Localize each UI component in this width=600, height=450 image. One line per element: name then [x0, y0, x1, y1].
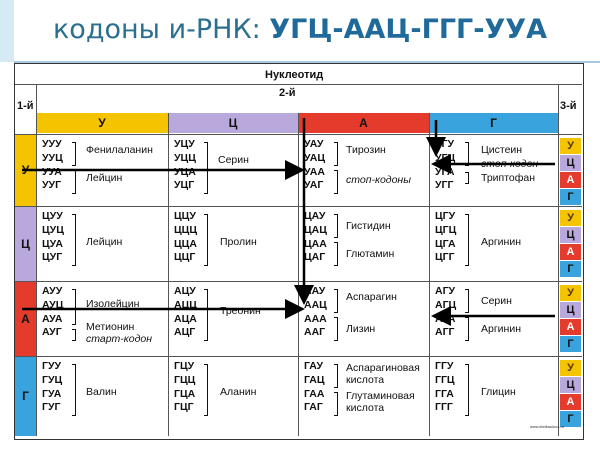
- codon-group: [42, 138, 63, 193]
- codon-brace: [334, 170, 338, 194]
- codon-aac: ААЦ: [304, 298, 327, 311]
- amino-acid-label: Гистидин: [346, 220, 391, 232]
- codon-brace: [72, 214, 76, 266]
- codon-ggc: ГГЦ: [435, 373, 455, 386]
- third-base-g-label: Г: [560, 336, 581, 353]
- codon-brace: [204, 214, 208, 266]
- codon-cug: ЦУГ: [42, 251, 63, 264]
- codon-group: [435, 210, 456, 265]
- third-base-c-label: Ц: [560, 302, 581, 319]
- codon-brace: [465, 214, 469, 266]
- amino-acid-label: Валин: [86, 386, 117, 398]
- codon-cga: ЦГА: [435, 237, 456, 250]
- column-divider: [168, 113, 169, 436]
- codon-group: [304, 285, 327, 340]
- codon-auc: АУЦ: [42, 298, 64, 311]
- codon-cgu: ЦГУ: [435, 210, 456, 222]
- codon-group: [435, 138, 455, 193]
- codon-brace: [334, 317, 338, 341]
- codon-group: [174, 360, 195, 415]
- codon-gaa: ГАА: [304, 387, 325, 400]
- amino-acid-label: Аргинин: [481, 323, 522, 335]
- codon-brace: [72, 142, 76, 166]
- amino-acid-label: Аланин: [220, 386, 257, 398]
- codon-gug: ГУГ: [42, 401, 61, 414]
- codon-uuc: УУЦ: [42, 151, 63, 164]
- header-divider: [15, 84, 582, 85]
- amino-acid-label: Фенилаланин: [86, 144, 153, 156]
- codon-gcc: ГЦЦ: [174, 373, 196, 386]
- codon-cca: ЦЦА: [174, 237, 197, 250]
- third-base-u-label: У: [560, 210, 581, 227]
- column-divider: [558, 113, 559, 436]
- codon-uug: УУГ: [42, 179, 62, 192]
- codon-brace: [72, 170, 76, 194]
- codon-brace: [72, 329, 76, 341]
- codon-auu: АУУ: [42, 285, 63, 297]
- amino-acid-label: Лизин: [346, 323, 376, 335]
- third-base-u-label: У: [560, 360, 581, 377]
- third-base-c-label: Ц: [560, 155, 581, 172]
- codon-brace: [334, 242, 338, 266]
- codon-cac: ЦАЦ: [304, 223, 327, 236]
- amino-acid-label: Лейцин: [86, 236, 123, 248]
- codon-brace: [72, 289, 76, 325]
- first-base-u-label: У: [15, 134, 36, 206]
- amino-acid-label: стоп-кодон: [481, 158, 539, 170]
- codon-ggu: ГГУ: [435, 360, 454, 372]
- codon-ggg: ГГГ: [435, 401, 453, 414]
- codon-cuu: ЦУУ: [42, 210, 63, 222]
- codon-gga: ГГА: [435, 387, 454, 400]
- codon-gca: ГЦА: [174, 387, 196, 400]
- third-base-g-label: Г: [560, 411, 581, 428]
- third-base-a-label: А: [560, 394, 581, 411]
- codon-group: [174, 285, 197, 340]
- first-position-header: 1-й: [17, 100, 34, 112]
- codon-agu: АГУ: [435, 285, 456, 297]
- codon-gag: ГАГ: [304, 401, 323, 414]
- page-title: [0, 14, 600, 45]
- second-base-c-header: Ц: [168, 113, 298, 133]
- codon-brace: [465, 317, 469, 341]
- codon-guu: ГУУ: [42, 360, 62, 372]
- codon-uuu: УУУ: [42, 138, 62, 150]
- amino-acid-label: Пролин: [220, 236, 257, 248]
- column-divider: [36, 113, 37, 436]
- codon-gac: ГАЦ: [304, 373, 325, 386]
- codon-cuc: ЦУЦ: [42, 223, 64, 236]
- codon-group: [435, 285, 456, 340]
- codon-brace: [204, 142, 208, 194]
- third-base-u-label: У: [560, 138, 581, 155]
- third-base-g-label: Г: [560, 261, 581, 278]
- codon-ccg: ЦЦГ: [174, 251, 196, 264]
- codon-cgg: ЦГГ: [435, 251, 455, 264]
- amino-acid-label: Цистеин: [481, 144, 523, 156]
- codon-uaa: УАА: [304, 165, 325, 178]
- codon-aga: АГА: [435, 312, 456, 325]
- codon-group: [304, 210, 327, 265]
- nucleotide-header: Нуклеотид: [265, 69, 324, 81]
- amino-acid-label: Аспарагин: [346, 291, 397, 303]
- amino-acid-label: Метионин: [86, 321, 135, 333]
- codon-brace: [465, 364, 469, 416]
- codon-cau: ЦАУ: [304, 210, 326, 222]
- codon-uga: УГА: [435, 165, 455, 178]
- codon-group: [42, 285, 63, 340]
- amino-acid-label: Тирозин: [346, 144, 386, 156]
- codon-gua: ГУА: [42, 387, 62, 400]
- codon-acc: АЦЦ: [174, 298, 197, 311]
- codon-brace: [204, 289, 208, 341]
- amino-acid-label: Серин: [481, 295, 512, 307]
- codon-brace: [334, 142, 338, 166]
- amino-acid-label: кислота: [346, 374, 385, 386]
- amino-acid-label: Глютамин: [346, 248, 395, 260]
- codon-aca: АЦА: [174, 312, 197, 325]
- third-base-c-label: Ц: [560, 227, 581, 244]
- codon-cag: ЦАГ: [304, 251, 326, 264]
- third-base-a-label: А: [560, 244, 581, 261]
- codon-aua: АУА: [42, 312, 63, 325]
- codon-cua: ЦУА: [42, 237, 63, 250]
- first-base-c-label: Ц: [15, 206, 36, 281]
- codon-ugg: УГГ: [435, 179, 454, 192]
- codon-uac: УАЦ: [304, 151, 325, 164]
- codon-aau: ААУ: [304, 285, 326, 297]
- credit-text: www.kletkaslovo.ru: [530, 424, 565, 429]
- codon-group: [42, 210, 64, 265]
- third-header-divider: [558, 84, 559, 113]
- codon-agg: АГГ: [435, 326, 455, 339]
- codon-ucc: УЦЦ: [174, 151, 196, 164]
- codon-group: [304, 360, 325, 415]
- codon-aug: АУГ: [42, 326, 62, 339]
- codon-uca: УЦА: [174, 165, 196, 178]
- codon-uau: УАУ: [304, 138, 324, 150]
- amino-acid-label: кислота: [346, 402, 385, 414]
- codon-brace: [334, 214, 338, 238]
- second-base-g-header: Г: [429, 113, 558, 133]
- codon-ugc: УГЦ: [435, 151, 456, 164]
- codon-acu: АЦУ: [174, 285, 196, 297]
- title-prefix: кодоны и-РНК:: [53, 14, 270, 45]
- third-base-a-label: А: [560, 319, 581, 336]
- amino-acid-label: стоп-кодоны: [346, 174, 411, 186]
- third-base-a-label: А: [560, 172, 581, 189]
- codon-cgc: ЦГЦ: [435, 223, 457, 236]
- codon-agc: АГЦ: [435, 298, 457, 311]
- title-sequence: УГЦ-ААЦ-ГГГ-УУА: [269, 14, 547, 45]
- third-base-g-label: Г: [560, 189, 581, 206]
- codon-uua: УУА: [42, 165, 62, 178]
- second-position-header: 2-й: [279, 87, 296, 99]
- codon-brace: [72, 364, 76, 416]
- amino-acid-label: Глутаминовая: [346, 390, 415, 402]
- amino-acid-label: Триптофан: [481, 172, 536, 184]
- codon-brace: [465, 172, 469, 184]
- amino-acid-label: Серин: [218, 154, 249, 166]
- amino-acid-label: Лейцин: [86, 172, 123, 184]
- codon-aaa: ААА: [304, 312, 327, 325]
- codon-gcg: ГЦГ: [174, 401, 194, 414]
- codon-group: [435, 360, 455, 415]
- column-divider: [429, 113, 430, 436]
- codon-group: [304, 138, 325, 193]
- codon-uag: УАГ: [304, 179, 324, 192]
- third-base-c-label: Ц: [560, 377, 581, 394]
- codon-ucg: УЦГ: [174, 179, 195, 192]
- third-position-header: 3-й: [560, 100, 577, 112]
- codon-brace: [334, 364, 338, 388]
- second-base-a-header: А: [298, 113, 429, 133]
- third-base-u-label: У: [560, 285, 581, 302]
- codon-caa: ЦАА: [304, 237, 327, 250]
- codon-ccc: ЦЦЦ: [174, 223, 198, 236]
- codon-group: [42, 360, 62, 415]
- codon-ucu: УЦУ: [174, 138, 195, 150]
- codon-brace: [465, 142, 469, 166]
- codon-ugu: УГУ: [435, 138, 455, 150]
- codon-acg: АЦГ: [174, 326, 196, 339]
- amino-acid-label: Аспарагиновая: [346, 362, 420, 374]
- codon-brace: [465, 289, 469, 313]
- amino-acid-label: Треонин: [220, 305, 261, 317]
- first-base-g-label: Г: [15, 356, 36, 436]
- amino-acid-label: Изолейцин: [86, 298, 140, 310]
- amino-acid-label: старт-кодон: [86, 333, 153, 345]
- codon-brace: [334, 392, 338, 416]
- codon-table: [14, 63, 584, 440]
- first-base-a-label: А: [15, 281, 36, 356]
- second-base-u-header: У: [36, 113, 168, 133]
- amino-acid-label: Глицин: [481, 386, 516, 398]
- codon-gau: ГАУ: [304, 360, 324, 372]
- codon-gcu: ГЦУ: [174, 360, 195, 372]
- column-divider: [298, 113, 299, 436]
- codon-ccu: ЦЦУ: [174, 210, 196, 222]
- codon-brace: [204, 364, 208, 416]
- codon-aag: ААГ: [304, 326, 326, 339]
- amino-acid-label: Аргинин: [481, 236, 522, 248]
- first-header-divider: [36, 84, 37, 113]
- codon-guc: ГУЦ: [42, 373, 63, 386]
- codon-group: [174, 138, 196, 193]
- codon-brace: [334, 289, 338, 313]
- codon-group: [174, 210, 197, 265]
